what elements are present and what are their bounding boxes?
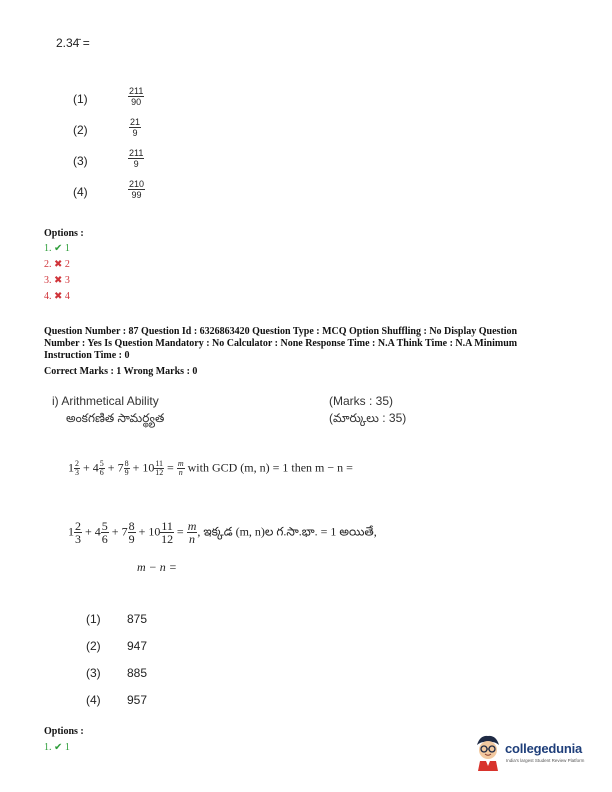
option-label: (1) [86,612,101,626]
answer-number: 4. [44,291,52,302]
fraction: $\frac{m}{n}$ [177,459,184,477]
fraction: $\frac{8}{9}$ [128,519,135,546]
option-value: 885 [127,666,148,680]
whole-number: 7 [117,460,124,475]
answer-value: 4 [64,291,70,302]
fraction: $\frac{2}{3}$ [75,519,81,546]
section-marks-en: (Marks : 35) [329,394,394,408]
fraction: $\frac{5}{6}$ [101,519,108,546]
answer-value: 2 [64,259,70,270]
option-fraction [128,148,144,169]
denominator: 99 [131,190,142,200]
fraction: $\frac{5}{6}$ [99,459,104,477]
numerator: 210 [129,179,145,189]
section-marks-te: (మార్కులు : 35) [329,411,407,425]
equation-tail: , ఇక్కడ (m, n)ల గ.సా.భా. = 1 అయితే, [197,524,377,539]
collegedunia-logo [474,733,604,773]
meta-line: Question Number : 87 Question Id : 6326863420 Question Type : MCQ Option Shuffling : No Display Question [44,326,518,337]
option-label: (2) [86,639,101,653]
answer-number: 2. [44,259,52,270]
cross-icon: ✖ [54,291,63,302]
answer-option-wrong [44,273,70,289]
options-heading: Options : [44,228,84,239]
check-icon: ✔ [54,243,63,254]
answer-option-wrong [44,257,70,273]
whole-number: 4 [92,460,99,475]
equation-tail: with GCD (m, n) = 1 then m − n = [187,460,353,475]
question-87-meta [44,326,574,362]
denominator: 9 [133,159,139,169]
answer-value: 1 [64,243,70,254]
option-value: 957 [127,693,148,707]
numerator: 211 [129,148,144,158]
equation-telugu-line2: m − n = [137,560,177,574]
fraction: $\frac{11}{12}$ [155,459,164,477]
option-label: (4) [86,693,101,707]
option-value: 947 [127,639,148,653]
options-heading: Options : [44,726,84,737]
logo-name: collegedunia [505,741,583,756]
answer-value: 1 [64,742,70,753]
meta-line: Number : Yes Is Question Mandatory : No Calculator : None Response Time : N.A Think Time : N.A Minimum [44,338,518,349]
fraction: $\frac{8}{9}$ [124,459,129,477]
answer-value: 3 [64,275,70,286]
check-icon: ✔ [54,742,63,753]
fraction: $\frac{m}{n}$ [187,519,197,546]
denominator: 9 [132,128,138,138]
option-value: 875 [127,612,148,626]
equation-english: 1 $\frac{2}{3}$ + 4 $\frac{5}{6}$ + 7 $\frac{8}{9}$ + 10 $\frac{11}{12}$ = $\frac{m}{n}$ with GCD (m, n) = 1 then m − n = [68,459,353,477]
section-title-en: i) Arithmetical Ability [52,394,159,408]
logo-tagline: India's largest Student Review Platform [506,758,585,763]
answer-list [44,241,70,305]
meta-line: Instruction Time : 0 [44,350,130,361]
whole-number: 1 [68,460,74,475]
fraction: $\frac{2}{3}$ [75,459,79,477]
option-label: (1) [73,92,88,106]
whole-number: 10 [142,460,155,475]
answer-option-correct [44,241,70,257]
cross-icon: ✖ [54,259,63,270]
option-label: (2) [73,123,88,137]
section-title-te: అంకగణిత సామర్థ్యత [66,411,165,425]
answer-option-correct [44,740,70,756]
option-label: (4) [73,185,88,199]
fraction: $\frac{11}{12}$ [161,519,174,546]
option-fraction [128,86,144,107]
answer-number: 3. [44,275,52,286]
option-fraction [129,117,141,138]
denominator: 90 [131,97,142,107]
answer-option-wrong [44,289,70,305]
answer-number: 1. [44,243,52,254]
cross-icon: ✖ [54,275,63,286]
equation-telugu: 1 $\frac{2}{3}$ + 4 $\frac{5}{6}$ + 7 $\frac{8}{9}$ + 10 $\frac{11}{12}$ = $\frac{m}{n}$ , ఇక్కడ (m, n)ల గ.సా.భా. = 1 అయితే, [68,519,377,546]
option-label: (3) [86,666,101,680]
answer-number: 1. [44,742,52,753]
marks-line: Correct Marks : 1 Wrong Marks : 0 [44,366,198,377]
numerator: 211 [129,86,144,96]
option-label: (3) [73,154,88,168]
numerator: 21 [130,117,141,127]
option-fraction [128,179,145,200]
question-86-stem: 2.34̄ = [56,36,90,50]
mascot-icon [474,733,502,771]
